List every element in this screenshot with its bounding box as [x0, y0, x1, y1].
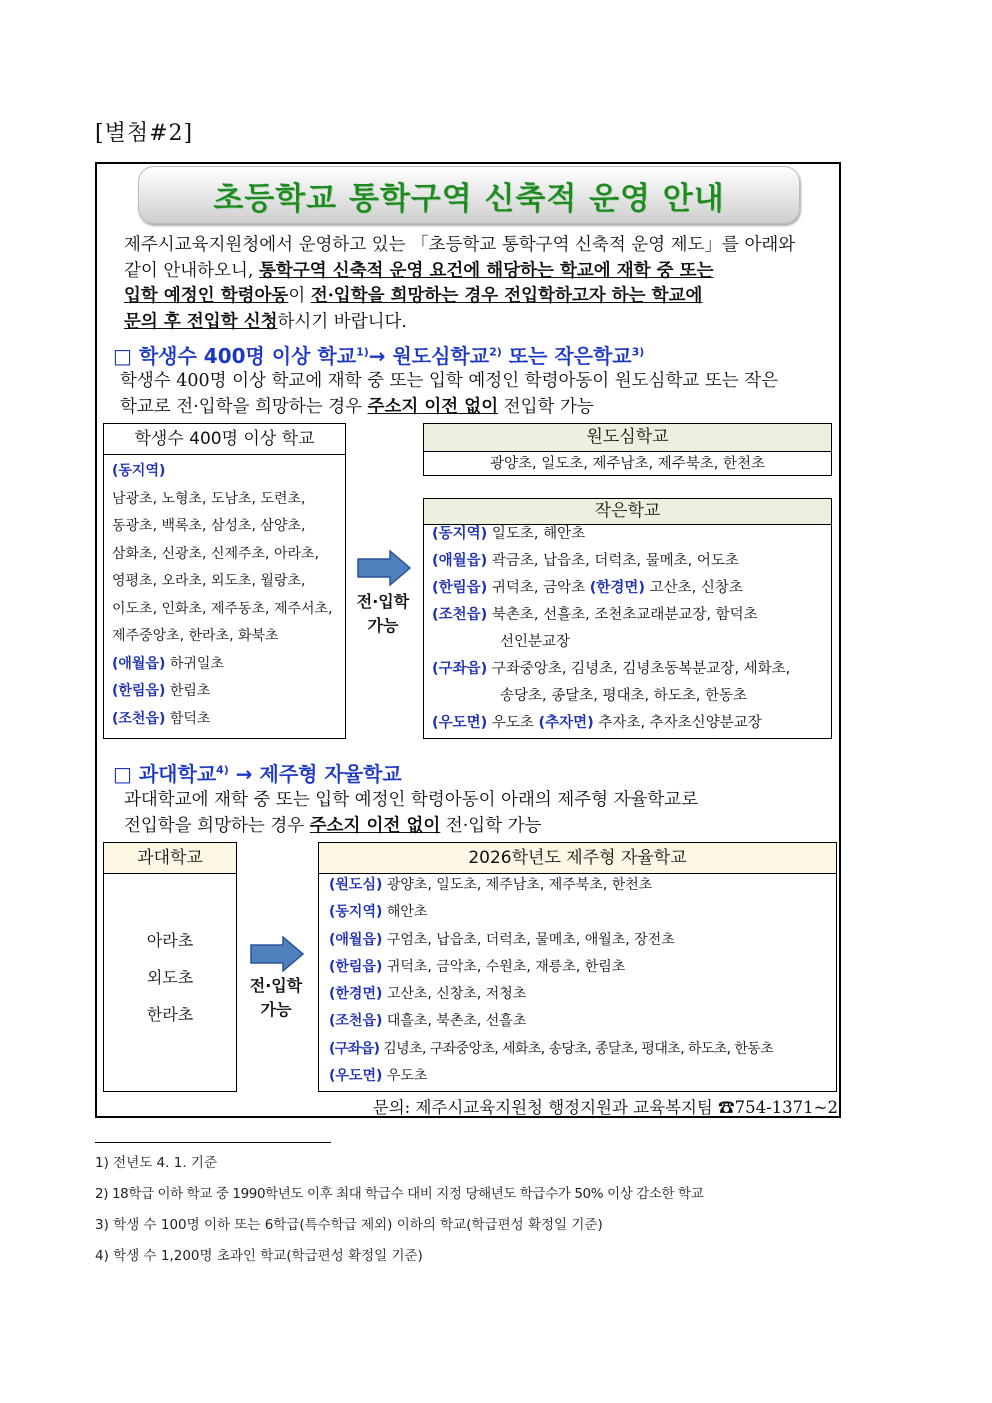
list-item: (우도면) 우도초 (추자면) 추자초, 추자초신양분교장: [432, 715, 762, 731]
list-item: (조천읍) 북촌초, 선흘초, 조천초교래분교장, 함덕초: [432, 607, 758, 623]
wondo-header: 원도심학교: [424, 424, 831, 452]
list-item: 삼화초, 신광초, 신제주초, 아라초,: [112, 545, 319, 562]
section2-heading: □ 과대학교$^{4)}$ → 제주형 자율학교: [113, 762, 402, 786]
list-item: 동광초, 백록초, 삼성초, 삼양초,: [112, 518, 306, 534]
large-schools-box: [103, 423, 346, 739]
list-item: (조천읍) 함덕초: [112, 710, 211, 727]
section2-description: 과대학교에 재학 중 또는 입학 예정인 학령아동이 아래의 제주형 자율학교로 전입학을 희망하는 경우 주소지 이전 없이 전·입학 가능: [124, 790, 699, 836]
list-item: (우도면) 우도초: [329, 1068, 428, 1085]
section1-heading: □ 학생수 400명 이상 학교$^{1)}$→ 원도심학교$^{2)}$ 또는 작은학교$^{3)}$: [113, 344, 645, 368]
intro-paragraph: [124, 233, 836, 335]
small-schools-list: [424, 521, 831, 737]
wondo-schools-box: [423, 423, 832, 476]
small-schools-header: 작은학교: [424, 499, 831, 525]
list-item: (한림읍) 귀덕초, 금악초, 수원초, 재릉초, 한림초: [329, 958, 626, 975]
contact-info: 문의: 제주시교육지원청 행정지원과 교육복지팀 ☎754-1371~2: [372, 1098, 838, 1117]
intro-line: 같이 안내하오니, 통학구역 신축적 운영 요건에 해당하는 학교에 재학 중 또는: [124, 260, 714, 281]
large-schools-list: (동지역) 남광초, 노형초, 도남초, 도련초, 동광초, 백록초, 삼성초, 삼양초, 삼화초, 신광초, 신제주초, 아라초, 영평초, 오라초, 외도초, 월랑초, 이도초, 인화초, 제주동초, 제주서초, 제주중앙초, 한라초, 화북초 (애월읍) 하귀일초 (한림읍) 한림초 (조천읍) 함덕초: [104, 455, 345, 733]
footnote-3: 3) 학생 수 100명 이하 또는 6학급(특수학급 제외) 이하의 학교(학급편성 확정일 기준): [95, 1217, 603, 1233]
small-schools-box: [423, 498, 832, 739]
page-title: 초등학교 통학구역 신축적 운영 안내: [213, 180, 725, 217]
list-item: (원도심) 광양초, 일도초, 제주남초, 제주북초, 한천초: [329, 877, 653, 893]
large-schools-header: 학생수 400명 이상 학교: [104, 424, 345, 455]
list-item: 남광초, 노형초, 도남초, 도련초,: [112, 490, 306, 507]
footnote-divider: [95, 1142, 331, 1143]
arrow-right-icon: [249, 936, 305, 972]
footnote-4: 4) 학생 수 1,200명 초과인 학교(학급편성 확정일 기준): [95, 1248, 423, 1264]
wondo-schools: 광양초, 일도초, 제주남초, 제주북초, 한천초: [490, 456, 765, 472]
list-item: (구좌읍) 구좌중앙초, 김녕초, 김녕초동복분교장, 세화초,: [432, 661, 791, 677]
intro-line: 문의 후 전입학 신청하시기 바랍니다.: [124, 311, 407, 332]
list-item: (한림읍) 귀덕초, 금악초 (한경면) 고산초, 신창초: [432, 580, 743, 596]
list-item: (구좌읍) 김녕초, 구좌중앙초, 세화초, 송당초, 종달초, 평대초, 하도초, 한동초: [329, 1040, 774, 1057]
intro-line: 제주시교육지원청에서 운영하고 있는 「초등학교 통학구역 신축적 운영 제도」를 아래와: [124, 235, 796, 255]
arrow-right-icon: [356, 550, 412, 586]
list-item: 영평초, 오라초, 외도초, 월랑초,: [112, 573, 306, 589]
transfer-label: 전·입학 가능: [356, 592, 410, 635]
autonomous-schools-box: [318, 842, 837, 1092]
oversized-list: [104, 922, 236, 1033]
list-item: 아라초: [146, 931, 194, 950]
footnote-1: 1) 전년도 4. 1. 기준: [95, 1155, 217, 1171]
list-item: (애월읍) 구엄초, 납읍초, 더럭초, 물메초, 애월초, 장전초: [329, 931, 675, 948]
section1-description: 학생수 400명 이상 학교에 재학 중 또는 입학 예정인 학령아동이 원도심학교 또는 작은 학교로 전·입학을 희망하는 경우 주소지 이전 없이 전입학 가능: [120, 371, 779, 417]
autonomous-header: 2026학년도 제주형 자율학교: [319, 843, 836, 874]
attachment-label: [별첨#2]: [95, 121, 194, 146]
list-item: 제주중앙초, 한라초, 화북초: [112, 628, 279, 644]
list-item: (애월읍) 곽금초, 납읍초, 더럭초, 물메초, 어도초: [432, 553, 739, 569]
list-item: (한경면) 고산초, 신창초, 저청초: [329, 986, 527, 1003]
list-item: 한라초: [146, 1005, 194, 1024]
list-item: (동지역) 일도초, 해안초: [432, 526, 586, 542]
intro-line: 입학 예정인 학령아동이 전·입학을 희망하는 경우 전입학하고자 하는 학교에: [124, 286, 703, 306]
list-item: 선인분교장: [500, 634, 571, 650]
list-item: (한림읍) 한림초: [112, 683, 211, 699]
list-item: (애월읍) 하귀일초: [112, 655, 224, 672]
list-item: 송당초, 종달초, 평대초, 하도초, 한동초: [500, 688, 747, 704]
transfer-label: 전·입학 가능: [249, 976, 303, 1019]
list-item: (조천읍) 대흘초, 북촌초, 선흘초: [329, 1013, 527, 1030]
oversized-header: 과대학교: [104, 843, 236, 874]
list-item: (동지역) 해안초: [329, 904, 428, 921]
footnote-2: 2) 18학급 이하 학교 중 1990학년도 이후 최대 학급수 대비 지정 당해년도 학급수가 50% 이상 감소한 학교: [95, 1186, 704, 1202]
list-item: 이도초, 인화초, 제주동초, 제주서초,: [112, 600, 333, 617]
title-banner: [138, 166, 800, 224]
autonomous-list: [319, 872, 836, 1090]
list-item: 외도초: [146, 968, 194, 987]
oversized-schools-box: [103, 842, 237, 1092]
